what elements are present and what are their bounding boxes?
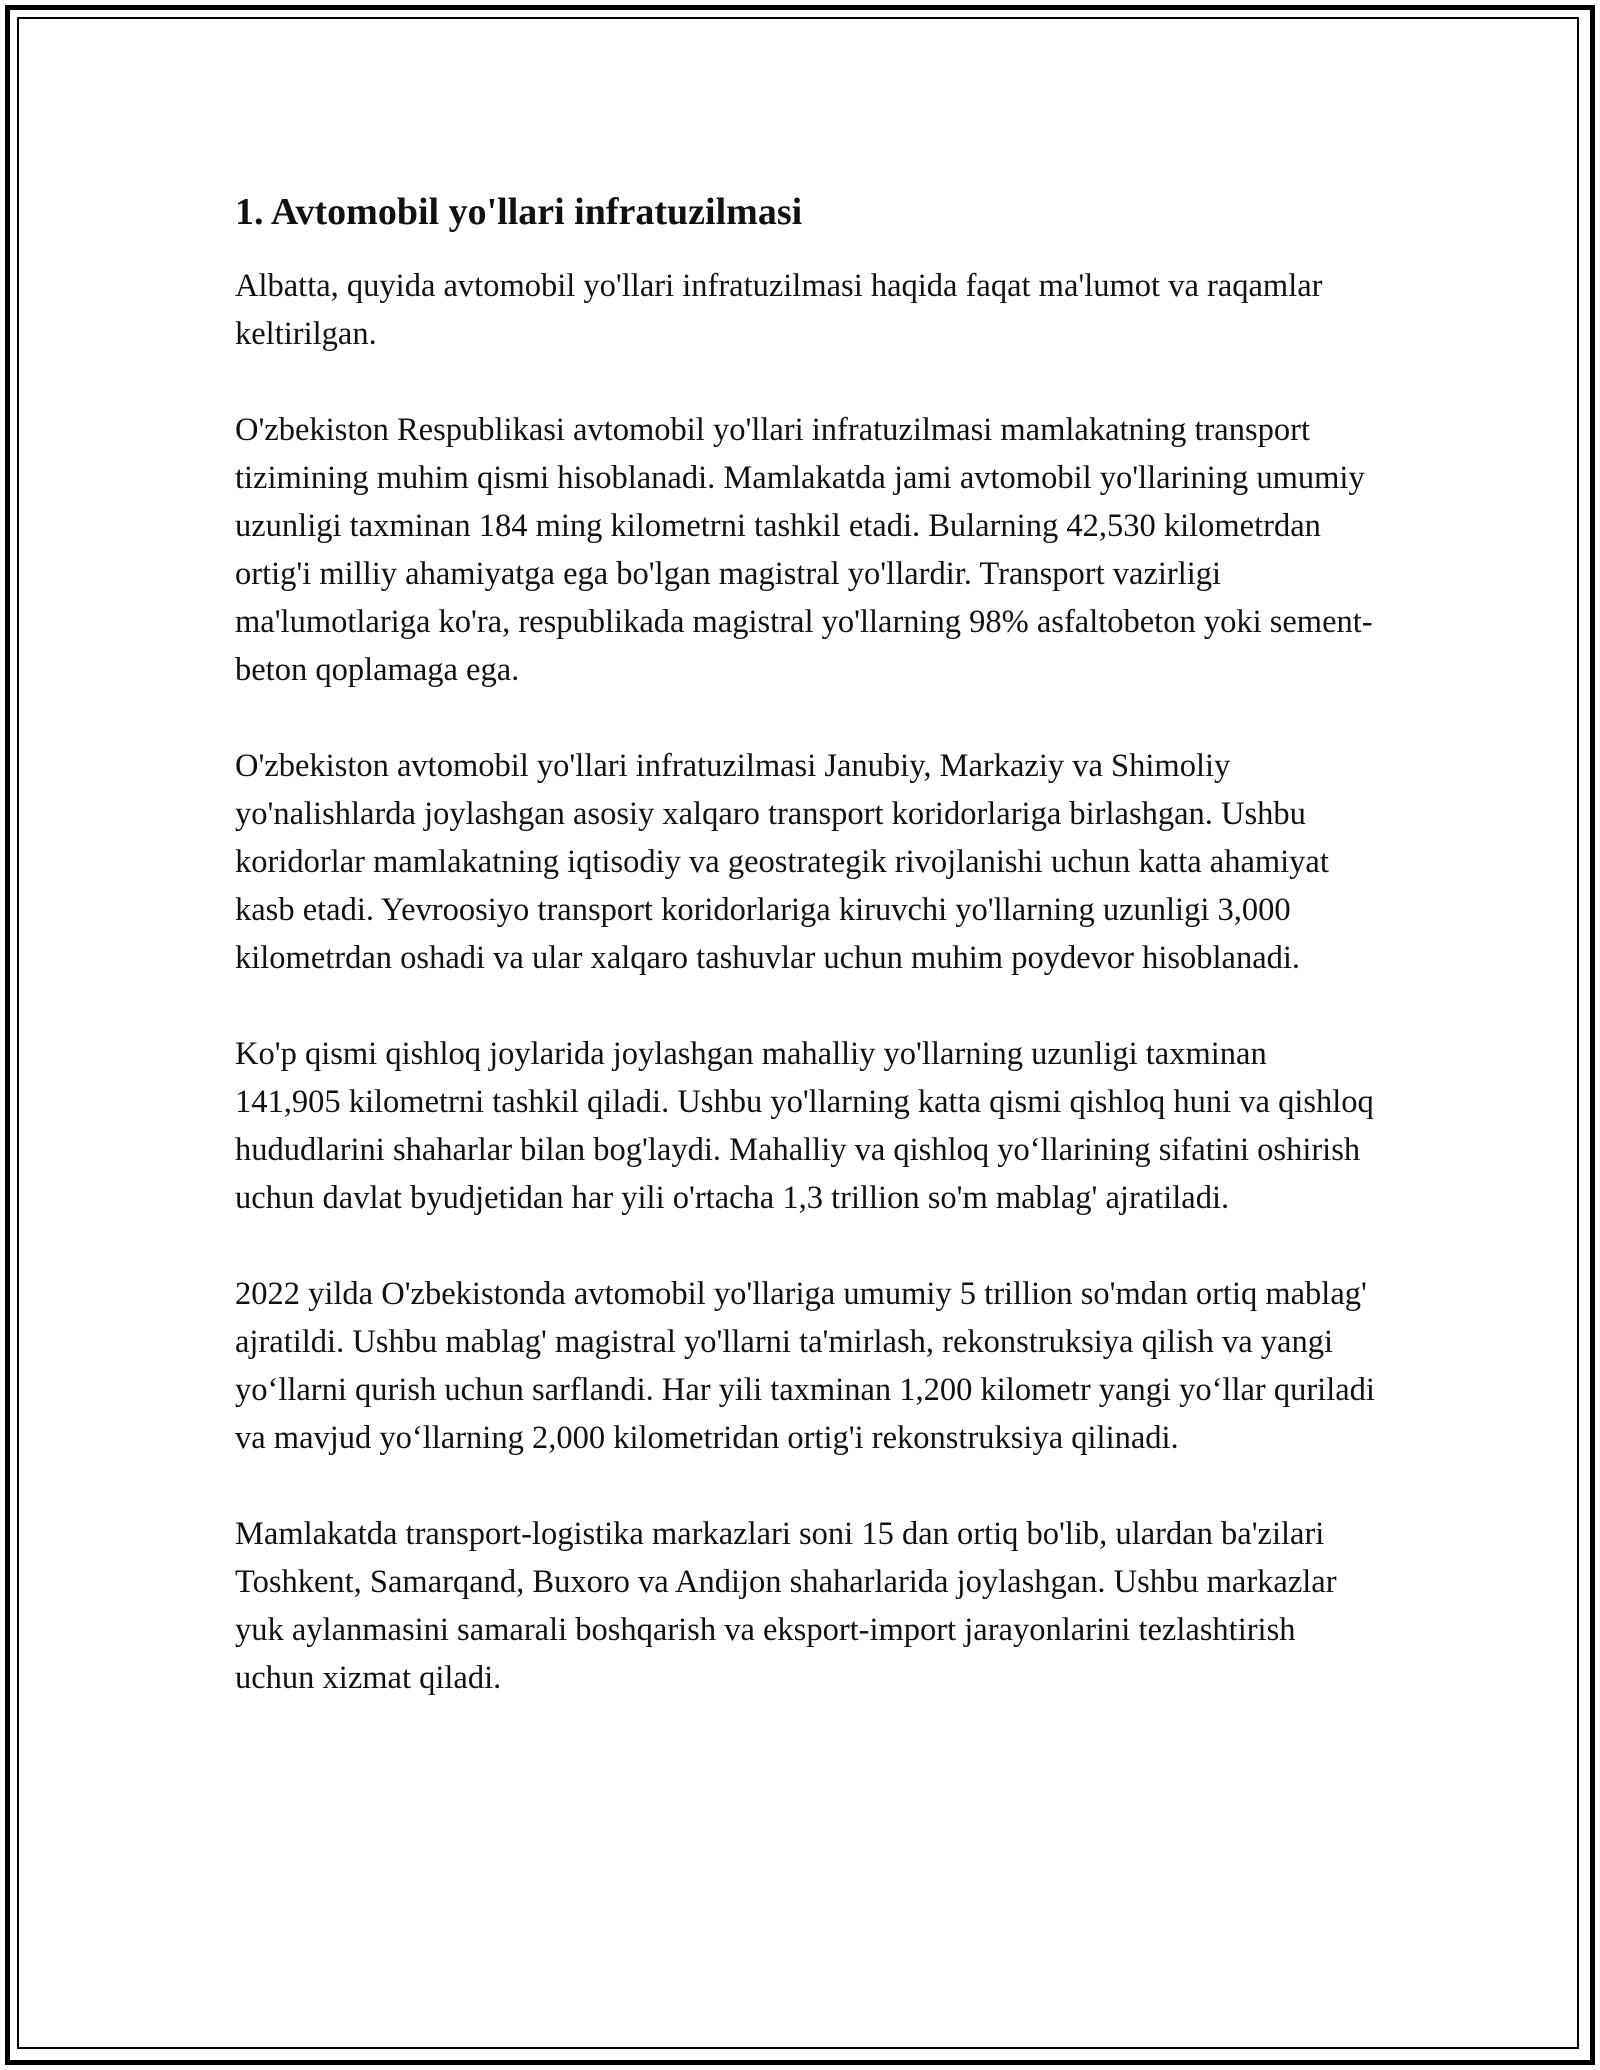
paragraph-intro: Albatta, quyida avtomobil yo'llari infratuzilmasi haqida faqat ma'lumot va raqamlar keltirilgan.	[235, 268, 1323, 352]
paragraph-local-roads: Ko'p qismi qishloq joylarida joylashgan mahalliy yo'llarning uzunligi taxminan 141,905 kilometrni tashkil qiladi. Ushbu yo'llarning katta qismi qishloq huni va qishloq hududlarini shaharlar bilan bog'laydi. Mahalliy va qishloq yo‘llarining sifatini oshirish uchun davlat byudjetidan har yili o'rtacha 1,3 trillion so'm mablag' ajratiladi.	[235, 1036, 1374, 1216]
paragraph-funding-2022: 2022 yilda O'zbekistonda avtomobil yo'llariga umumiy 5 trillion so'mdan ortiq mablag' ajratildi. Ushbu mablag' magistral yo'llarni ta'mirlash, rekonstruksiya qilish va yangi yo‘llarni qurish uchun sarflandi. Har yili taxminan 1,200 kilometr yangi yo‘llar quriladi va mavjud yo‘llarning 2,000 kilometridan ortig'i rekonstruksiya qilinadi.	[235, 1276, 1375, 1456]
paragraph-road-network: O'zbekiston Respublikasi avtomobil yo'llari infratuzilmasi mamlakatning transport tizimining muhim qismi hisoblanadi. Mamlakatda jami avtomobil yo'llarining umumiy uzunligi taxminan 184 ming kilometrni tashkil etadi. Bularning 42,530 kilometrdan ortig'i milliy ahamiyatga ega bo'lgan magistral yo'llardir. Transport vazirligi ma'lumotlariga ko'ra, respublikada magistral yo'llarning 98% asfaltobeton yoki sement-beton qoplamaga ega.	[235, 412, 1373, 688]
document-body	[235, 186, 1375, 1702]
paragraph-logistics-centers: Mamlakatda transport-logistika markazlari soni 15 dan ortiq bo'lib, ulardan ba'zilari Toshkent, Samarqand, Buxoro va Andijon shaharlarida joylashgan. Ushbu markazlar yuk aylanmasini samarali boshqarish va eksport-import jarayonlarini tezlashtirish uchun xizmat qiladi.	[235, 1516, 1337, 1696]
paragraph-transport-corridors: O'zbekiston avtomobil yo'llari infratuzilmasi Janubiy, Markaziy va Shimoliy yo'nalishlarda joylashgan asosiy xalqaro transport koridorlariga birlashgan. Ushbu koridorlar mamlakatning iqtisodiy va geostrategik rivojlanishi uchun katta ahamiyat kasb etadi. Yevroosiyo transport koridorlariga kiruvchi yo'llarning uzunligi 3,000 kilometrdan oshadi va ular xalqaro tashuvlar uchun muhim poydevor hisoblanadi.	[235, 748, 1329, 976]
document-title: 1. Avtomobil yo'llari infratuzilmasi	[235, 191, 803, 233]
